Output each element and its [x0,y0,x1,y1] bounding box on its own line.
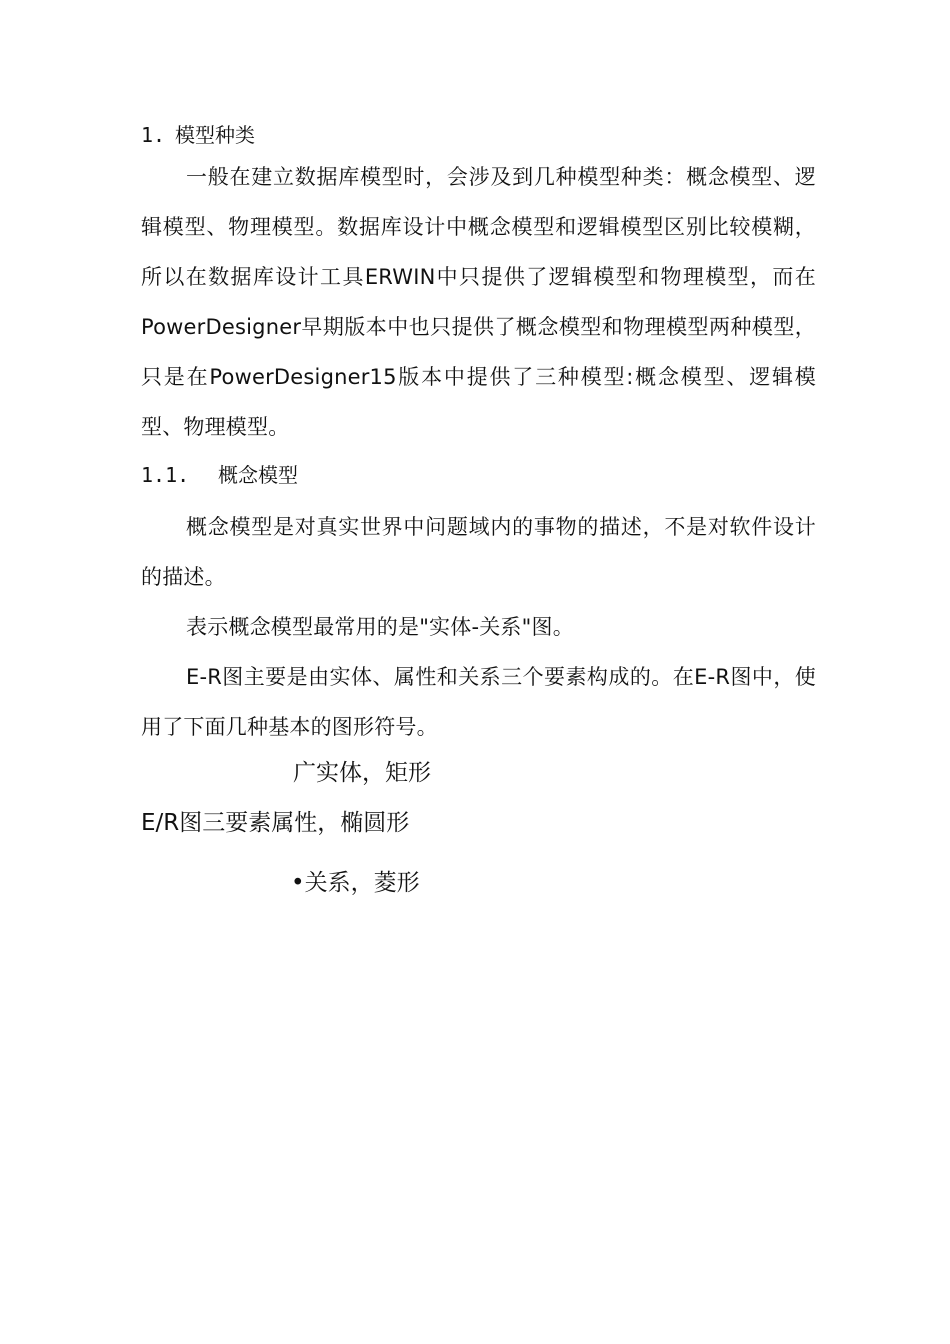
er-relation-line: •关系，菱形 [291,870,420,896]
section-1-title: 模型种类 [175,123,255,147]
section-1-1-title: 概念模型 [218,463,298,487]
section-1-heading [141,123,255,147]
er-elements-paragraph: E-R图主要是由实体、属性和关系三个要素构成的。在E-R图中，使用了下面几种基本的图形符号。 [141,665,816,739]
section-1-1-number: 1.1. [141,463,190,487]
er-attribute-line: E/R图三要素属性，椭圆形 [141,810,410,836]
concept-model-definition-paragraph: 概念模型是对真实世界中问题域内的事物的描述，不是对软件设计的描述。 [141,515,816,589]
section-1-1-heading [141,463,298,487]
section-1-number: 1. [141,123,166,147]
section-1-paragraph: 一般在建立数据库模型时，会涉及到几种模型种类：概念模型、逻辑模型、物理模型。数据库设计中概念模型和逻辑模型区别比较模糊，所以在数据库设计工具ERWIN中只提供了逻辑模型和物理模型，而在PowerDesigner早期版本中也只提供了概念模型和物理模型两种模型，只是在PowerDesigner15版本中提供了三种模型:概念模型、逻辑模型、物理模型。 [141,165,816,439]
er-entity-line: 广实体，矩形 [293,760,431,786]
er-diagram-intro-paragraph: 表示概念模型最常用的是"实体-关系"图。 [186,615,574,639]
